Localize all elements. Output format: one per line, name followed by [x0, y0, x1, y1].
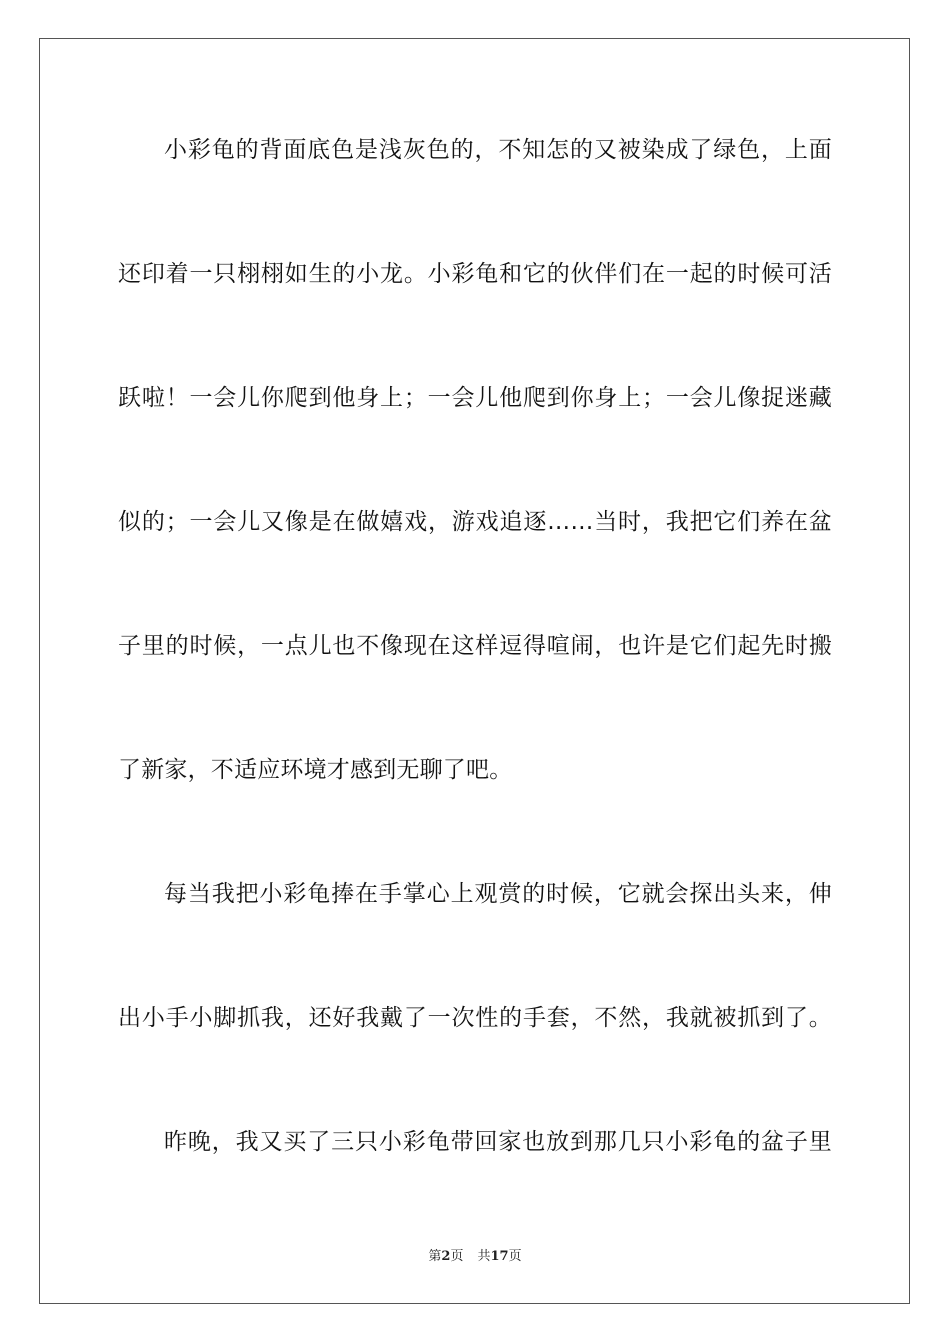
paragraph-line-1: 小彩龟的背面底色是浅灰色的，不知怎的又被染成了绿色，上面 [164, 137, 832, 163]
paragraph-line-6: 了新家，不适应环境才感到无聊了吧。 [118, 757, 513, 783]
paragraph-line-4: 似的；一会儿又像是在做嬉戏，游戏追逐……当时，我把它们养在盆 [118, 509, 832, 535]
page-footer [0, 1245, 950, 1264]
footer-page-suffix: 页 [450, 1249, 464, 1264]
footer-page-prefix: 第 [428, 1249, 442, 1264]
paragraph-line-8: 出小手小脚抓我，还好我戴了一次性的手套，不然，我就被抓到了。 [118, 1005, 832, 1031]
paragraph-line-3: 跃啦！一会儿你爬到他身上；一会儿他爬到你身上；一会儿像捉迷藏 [118, 385, 832, 411]
footer-total-suffix: 页 [508, 1249, 522, 1264]
paragraph-line-7: 每当我把小彩龟捧在手掌心上观赏的时候，它就会探出头来，伸 [164, 881, 832, 907]
paragraph-line-5: 子里的时候，一点儿也不像现在这样逗得喧闹，也许是它们起先时搬 [118, 633, 832, 659]
page-border [39, 38, 910, 1304]
footer-page-total: 17 [490, 1249, 509, 1264]
paragraph-line-2: 还印着一只栩栩如生的小龙。小彩龟和它的伙伴们在一起的时候可活 [118, 261, 832, 287]
paragraph-line-9: 昨晚，我又买了三只小彩龟带回家也放到那几只小彩龟的盆子里 [164, 1129, 832, 1155]
footer-page-current: 2 [441, 1249, 451, 1264]
footer-total-prefix: 共 [477, 1249, 491, 1264]
